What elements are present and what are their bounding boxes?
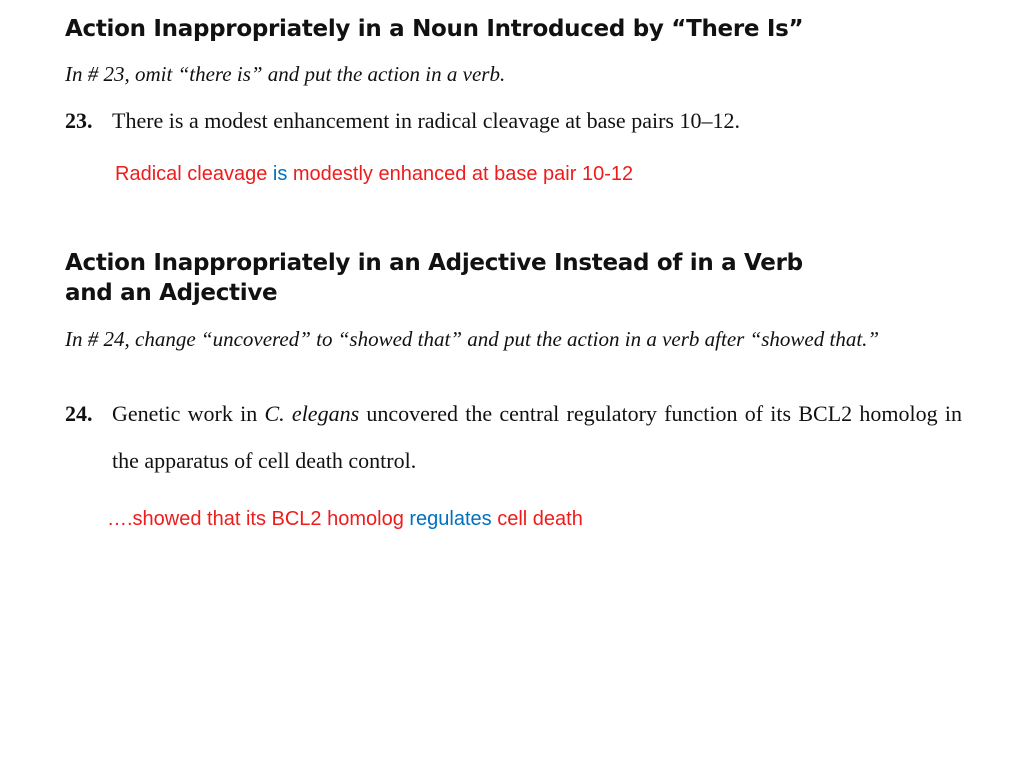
answer-text: Radical cleavage xyxy=(115,163,273,185)
example-text xyxy=(112,390,962,484)
answer-2 xyxy=(107,507,583,531)
example-text-before: Genetic work in xyxy=(112,401,265,426)
answer-text: ….showed that its BCL2 homolog xyxy=(107,508,410,530)
section1-instruction: In # 23, omit “there is” and put the action in a verb. xyxy=(65,62,506,86)
answer-text: cell death xyxy=(491,508,583,530)
answer-verb: is xyxy=(272,163,288,185)
section2-heading-line1: Action Inappropriately in an Adjective Instead of in a Verb xyxy=(65,250,803,276)
answer-text: modestly enhanced at base pair 10-12 xyxy=(287,163,634,185)
example-text: There is a modest enhancement in radical cleavage at base pairs 10–12. xyxy=(112,108,740,133)
section2-heading-line2: and an Adjective xyxy=(65,280,278,306)
example-24 xyxy=(65,390,965,484)
species-name: C. elegans xyxy=(264,401,360,426)
example-number: 23. xyxy=(65,108,93,133)
section2-heading xyxy=(65,248,965,308)
answer-verb: regulates xyxy=(409,508,492,530)
section2-instruction: In # 24, change “uncovered” to “showed that” and put the action in a verb after “showed that.” xyxy=(65,327,880,351)
answer-1 xyxy=(115,162,633,186)
example-number: 24. xyxy=(65,401,93,426)
section1-heading: Action Inappropriately in a Noun Introduced by “There Is” xyxy=(65,16,804,42)
example-23 xyxy=(65,97,965,144)
example-text-after: uncovered the central regulatory function of its BCL2 homolog in the apparatus of cell death control. xyxy=(112,401,962,473)
